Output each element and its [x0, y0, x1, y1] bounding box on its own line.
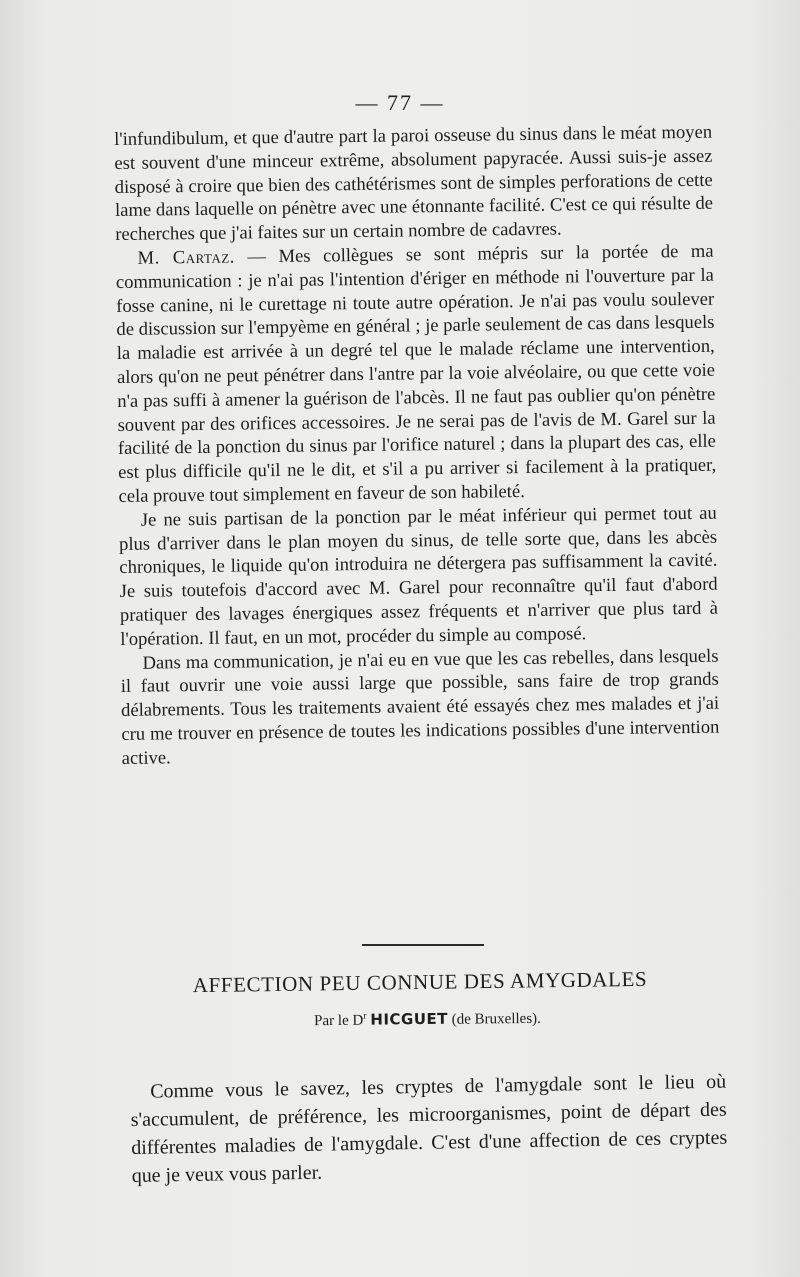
- paragraph-4: Dans ma communication, je n'ai eu en vue que les cas rebelles, dans lesquels il faut ouvrir une voie aussi large que possible, sans faire de trop grands délabrements. Tous les traitements avaient été essayés chez mes malades et j'ai cru me trouver en présence de toutes les indications possibles d'une intervention active.: [120, 645, 720, 769]
- page-number: — 77 —: [355, 90, 445, 115]
- byline-sup: r: [363, 1010, 367, 1022]
- speaker-name: M. Cartaz.: [137, 246, 235, 269]
- section-intro-paragraph: Comme vous le savez, les cryptes de l'amygdale sont le lieu où s'accumulent, de préférence, les microorganismes, point de départ des différentes maladies de l'amygdale. C'est d'une affection de ces cryptes que je veux vous parler.: [130, 1070, 728, 1187]
- author-name: HICGUET: [370, 1009, 449, 1029]
- byline-prefix: Par le D: [314, 1012, 364, 1030]
- paragraph-2-text: — Mes collègues se sont mépris sur la portée de ma communication : je n'ai pas l'intention d'ériger en méthode ni l'ouverture par la fosse canine, ni le curettage ni toute autre opération. Je n'ai pas voulu soulever de discussion sur l'empyème en général ; je parle seulement de cas dans lesquels la maladie est arrivée à un degré tel que le malade réclame une intervention, alors qu'on ne peut pénétrer dans l'antre par la voie alvéolaire, ou que cette voie n'a pas suffi à amener la guérison de l'abcès. Il ne faut pas oublier qu'on pénètre souvent par des orifices accessoires. Je ne serai pas de l'avis de M. Garel sur la facilité de la ponction du sinus par l'orifice naturel ; dans la plupart des cas, elle est plus difficile qu'il ne le dit, et s'il a pu arriver si facilement à la pratiquer, cela prouve tout simplement en faveur de son habileté.: [115, 240, 717, 507]
- paragraph-1: l'infundibulum, et que d'autre part la paroi osseuse du sinus dans le méat moyen est souvent d'une minceur extrême, absolument papyracée. Aussi suis-je assez disposé à croire que bien des cathétérismes sont de simples perforations de cette lame dans laquelle on pénètre avec une étonnante facilité. C'est ce qui résulte de recherches que j'ai faites sur un certain nombre de cadavres.: [114, 121, 714, 246]
- discussion-text: [114, 121, 720, 771]
- author-byline: [0, 1006, 800, 1034]
- paragraph-2: [115, 240, 716, 509]
- section-divider: [362, 944, 484, 946]
- paragraph-3: Je ne suis partisan de la ponction par le méat inférieur qui permet tout au plus d'arriver dans le plan moyen du sinus, de telle sorte que, dans les abcès chroniques, le liquide qu'on introduira ne détergera pas suffisamment la cavité. Je suis toutefois d'accord avec M. Garel pour reconnaître qu'il faut d'abord pratiquer des lavages énergiques assez fréquents et n'arriver que plus tard à l'opération. Il faut, en un mot, procéder du simple au composé.: [118, 502, 719, 650]
- byline-affiliation: (de Bruxelles).: [447, 1010, 541, 1028]
- section-title: AFFECTION PEU CONNUE DES AMYGDALES: [192, 966, 648, 998]
